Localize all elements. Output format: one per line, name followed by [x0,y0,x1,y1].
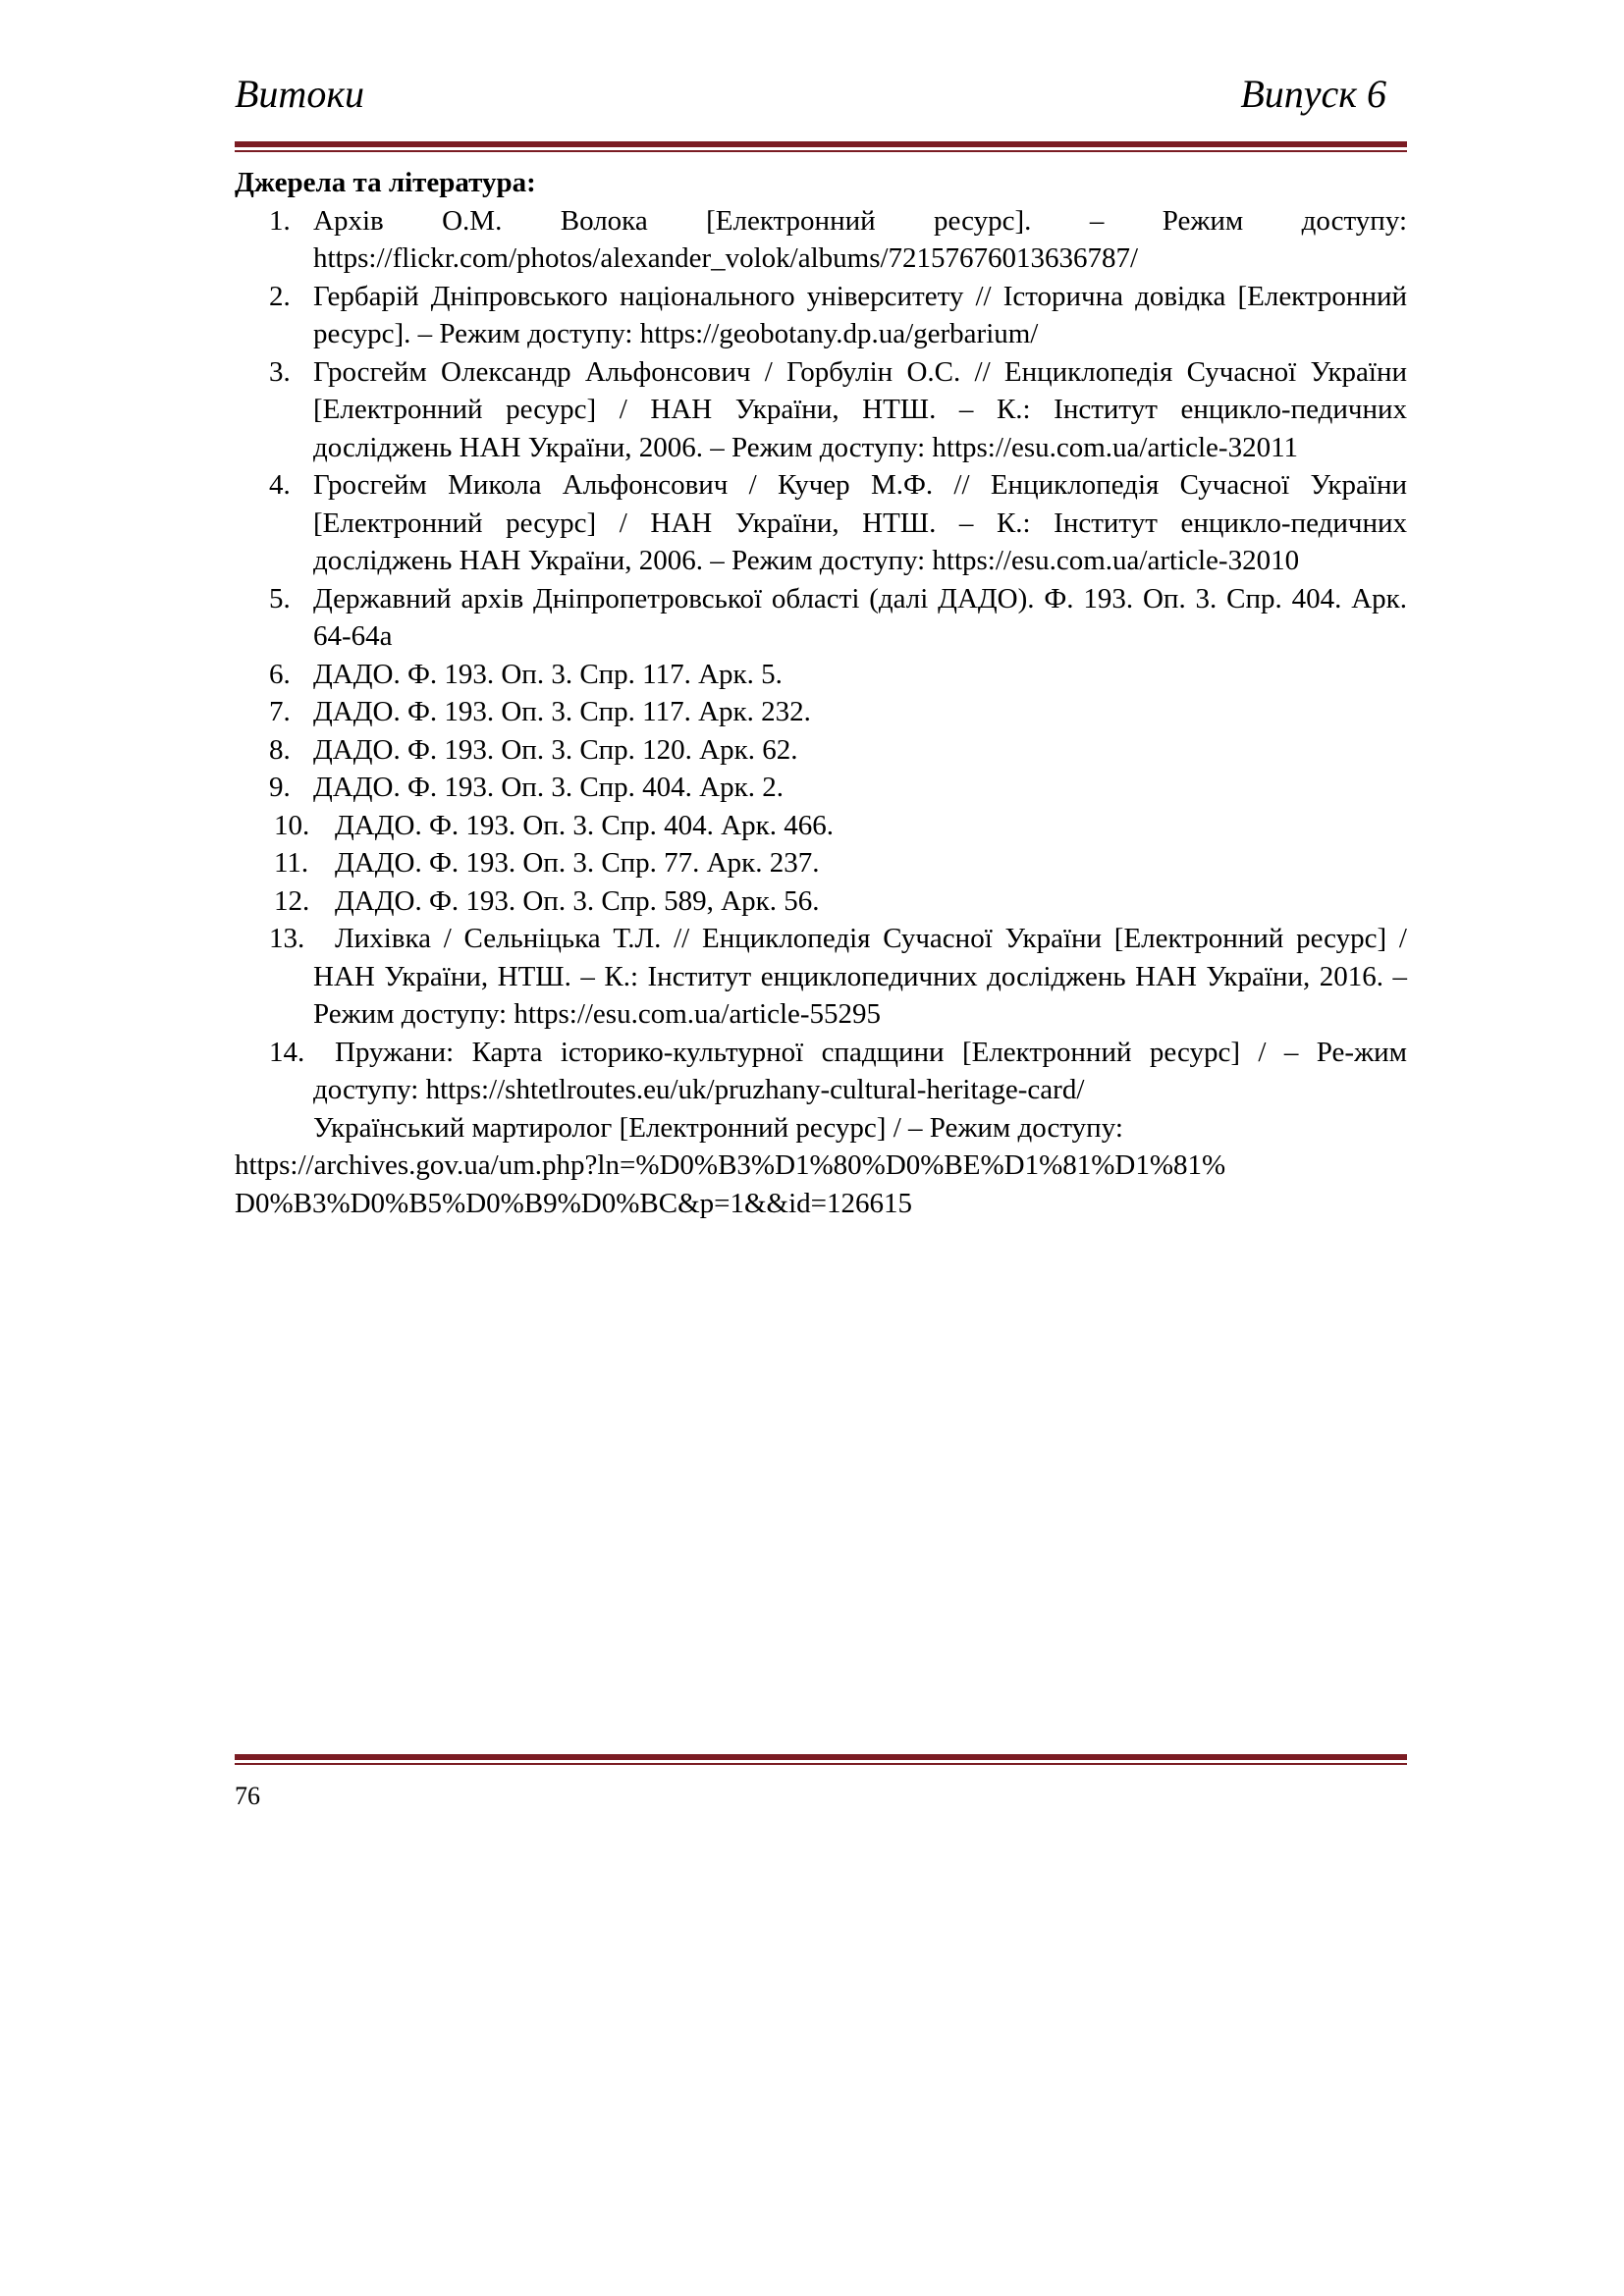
reference-text: Гербарій Дніпровського національного університету // Історична довідка [Електронний ресурс]. – Режим доступу: https://geobotany.dp.ua/gerbarium/ [313,280,1407,349]
reference-item [235,202,1407,278]
reference-item [235,353,1407,467]
reference-number: 9. [269,772,291,803]
reference-number: 13. [269,923,305,954]
reference-item [235,807,1407,845]
reference-item [235,466,1407,580]
reference-text: ДАДО. Ф. 193. Оп. 3. Спр. 117. Арк. 232. [313,696,811,727]
page-number: 76 [235,1782,260,1810]
reference-text: Гросгейм Олександр Альфонсович / Горбулін О.С. // Енциклопедія Сучасної України [Електронний ресурс] / НАН України, НТШ. – К.: Інститут енцикло-педичних досліджень НАН України, 2006. – Режим доступу: https://esu.com.ua/article-32011 [313,355,1407,463]
reference-text: Лихівка / Сельніцька Т.Л. // Енциклопедія Сучасної України [Електронний ресурс] / НАН України, НТШ. – К.: Інститут енциклопедичних досліджень НАН України, 2016. – Режим доступу: https://esu.com.ua/article-55295 [313,923,1407,1030]
reference-text: ДАДО. Ф. 193. Оп. 3. Спр. 117. Арк. 5. [313,658,783,690]
reference-number: 12. [274,884,310,917]
unnumbered-reference-text: Український мартиролог [Електронний ресурс] / – Режим доступу: [313,1111,1123,1144]
martyrolog-link-line2[interactable]: D0%B3%D0%B5%D0%B9%D0%BC&p=1&&id=126615 [235,1187,913,1219]
section-title: Джерела та література: [235,167,536,198]
reference-number: 4. [269,469,291,501]
reference-number: 8. [269,733,291,766]
reference-text: ДАДО. Ф. 193. Оп. 3. Спр. 120. Арк. 62. [313,733,798,766]
reference-number: 5. [269,582,291,614]
reference-text: ДАДО. Ф. 193. Оп. 3. Спр. 589, Арк. 56. [335,884,820,917]
reference-number: 10. [274,809,310,841]
reference-number: 7. [269,696,291,727]
references-section [235,164,1407,1222]
reference-text: Пружани: Карта історико-культурної спадщини [Електронний ресурс] / – Ре-жим доступу: https://shtetlroutes.eu/uk/pruzhany-cultural-heritage-card/ [313,1036,1407,1105]
reference-text: Архів О.М. Волока [Електронний ресурс]. – Режим доступу: https://flickr.com/photos/alexander_volok/albums/72157676013636787/ [313,204,1407,274]
reference-text: ДАДО. Ф. 193. Оп. 3. Спр. 404. Арк. 2. [313,772,784,803]
reference-number: 1. [269,204,291,237]
footer-rule [235,1754,1407,1765]
reference-item [235,731,1407,770]
reference-item [235,844,1407,882]
reference-item [235,920,1407,1034]
reference-number: 3. [269,355,291,388]
reference-item [235,1034,1407,1109]
reference-item [235,656,1407,694]
reference-item [235,769,1407,807]
reference-number: 2. [269,280,291,312]
header-rule [235,141,1407,152]
unnumbered-reference [235,1109,1407,1223]
reference-number: 14. [269,1036,305,1068]
reference-list [235,202,1407,1109]
reference-item [235,693,1407,731]
reference-text: ДАДО. Ф. 193. Оп. 3. Спр. 404. Арк. 466. [335,809,834,841]
running-header-journal: Витоки [235,72,365,116]
reference-number: 6. [269,658,291,690]
running-header-issue: Випуск 6 [1240,72,1386,116]
reference-number: 11. [274,847,309,879]
reference-text: Гросгейм Микола Альфонсович / Кучер М.Ф. // Енциклопедія Сучасної України [Електронний ресурс] / НАН України, НТШ. – К.: Інститут енцикло-педичних досліджень НАН України, 2006. – Режим доступу: https://esu.com.ua/article-32010 [313,469,1407,576]
martyrolog-link-line1[interactable]: https://archives.gov.ua/um.php?ln=%D0%B3%D1%80%D0%BE%D1%81%D1%81% [235,1149,1226,1181]
reference-item [235,278,1407,353]
reference-item [235,580,1407,656]
reference-text: ДАДО. Ф. 193. Оп. 3. Спр. 77. Арк. 237. [335,847,820,879]
reference-item [235,882,1407,921]
reference-text: Державний архів Дніпропетровської області (далі ДАДО). Ф. 193. Оп. 3. Спр. 404. Арк. 64-64а [313,582,1407,652]
